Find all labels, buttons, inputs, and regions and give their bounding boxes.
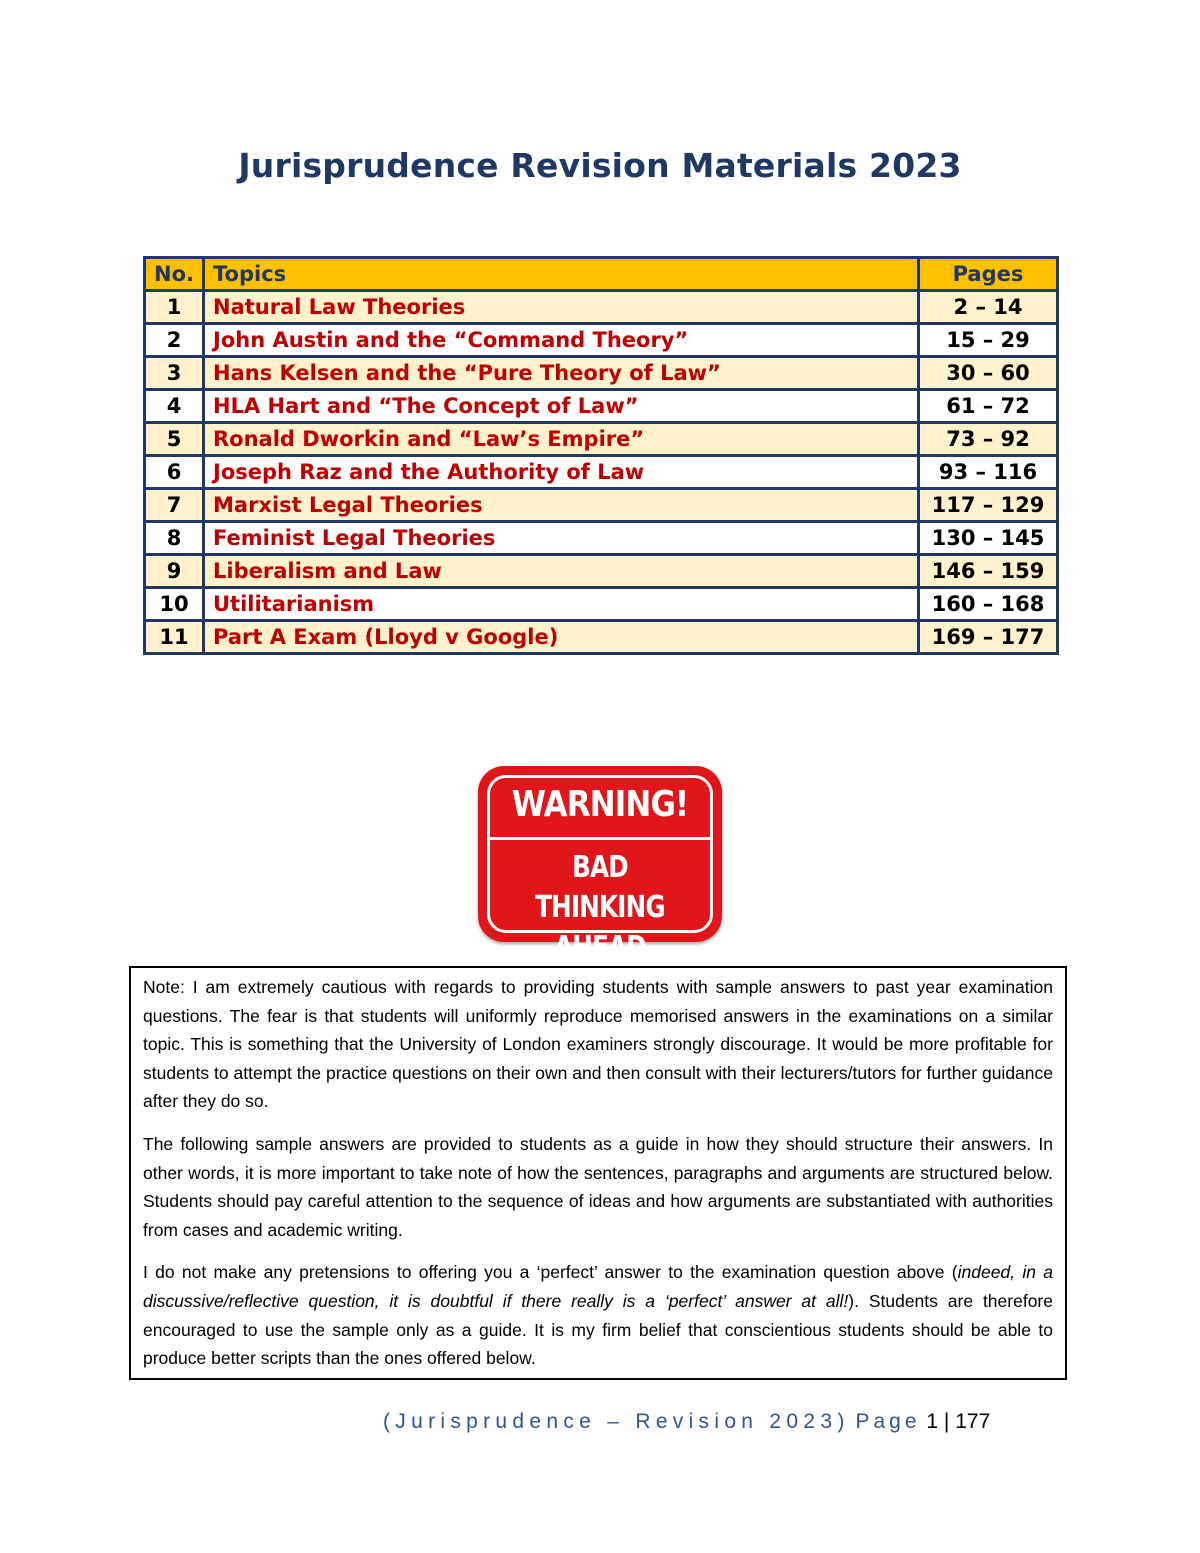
table-row	[145, 489, 1058, 522]
row-topic-cell: Liberalism and Law	[204, 555, 919, 588]
warning-sign-border	[487, 775, 713, 965]
header-topics: Topics	[204, 258, 919, 291]
table-row	[145, 390, 1058, 423]
footer-total-pages: 177	[955, 1410, 991, 1433]
note-paragraph-3-end: ). Students are therefore encouraged to use the sample only as a guide. It is my firm belief that conscientious students should be able to produce better scripts than the ones offered below.	[143, 1290, 1053, 1369]
row-number-cell: 4	[145, 390, 204, 423]
row-pages-cell: 93 – 116	[919, 456, 1058, 489]
row-pages-cell: 73 – 92	[919, 423, 1058, 456]
row-pages-cell: 61 – 72	[919, 390, 1058, 423]
topics-table	[143, 256, 1059, 655]
row-topic-cell: Natural Law Theories	[204, 291, 919, 324]
note-paragraph-3	[143, 1258, 1053, 1372]
warning-sign-lines	[510, 848, 690, 968]
row-pages-cell: 30 – 60	[919, 357, 1058, 390]
row-number-cell: 1	[145, 291, 204, 324]
row-pages-cell: 169 – 177	[919, 621, 1058, 654]
table-header-row	[145, 258, 1058, 291]
table-body	[145, 291, 1058, 654]
row-topic-cell: Marxist Legal Theories	[204, 489, 919, 522]
row-number-cell: 6	[145, 456, 204, 489]
row-topic-cell: John Austin and the “Command Theory”	[204, 324, 919, 357]
footer-doc-title: (Jurisprudence – Revision 2023)	[383, 1410, 850, 1433]
row-topic-cell: Ronald Dworkin and “Law’s Empire”	[204, 423, 919, 456]
table-row	[145, 522, 1058, 555]
row-topic-cell: Feminist Legal Theories	[204, 522, 919, 555]
table-row	[145, 588, 1058, 621]
row-number-cell: 10	[145, 588, 204, 621]
header-pages: Pages	[919, 258, 1058, 291]
row-number-cell: 9	[145, 555, 204, 588]
warning-sign-line1: WARNING!	[511, 784, 689, 825]
table-row	[145, 423, 1058, 456]
page-title: Jurisprudence Revision Materials 2023	[238, 146, 962, 185]
row-number-cell: 7	[145, 489, 204, 522]
note-paragraph-3-start: I do not make any pretensions to offering you a ‘perfect’ answer to the examination question above (	[143, 1262, 958, 1283]
page-footer	[383, 1410, 990, 1434]
table-row	[145, 324, 1058, 357]
row-pages-cell: 146 – 159	[919, 555, 1058, 588]
note-paragraph-1: Note: I am extremely cautious with regards to providing students with sample answers to past year examination questions. The fear is that students will uniformly reproduce memorised answers in the examinations on a similar topic. This is something that the University of London examiners strongly discourage. It would be more profitable for students to attempt the practice questions on their own and then consult with their lecturers/tutors for further guidance after they do so.	[143, 977, 1053, 1112]
row-number-cell: 3	[145, 357, 204, 390]
footer-page-number: 1	[926, 1410, 939, 1433]
row-pages-cell: 2 – 14	[919, 291, 1058, 324]
warning-sign-line3: AHEAD	[554, 930, 646, 965]
header-no: No.	[145, 258, 204, 291]
row-pages-cell: 160 – 168	[919, 588, 1058, 621]
row-topic-cell: Utilitarianism	[204, 588, 919, 621]
warning-sign-divider	[490, 837, 710, 840]
row-number-cell: 8	[145, 522, 204, 555]
note-paragraph-2: The following sample answers are provided to students as a guide in how they should structure their answers. In other words, it is more important to take note of how the sentences, paragraphs and arguments are structured below. Students should pay careful attention to the sequence of ideas and how arguments are substantiated with authorities from cases and academic writing.	[143, 1133, 1053, 1240]
note-paragraph-3-italic: indeed, in a discussive/reflective question, it is doubtful if there really is a ‘perfect’ answer at all!	[143, 1262, 1053, 1311]
note-box	[129, 966, 1067, 1380]
table-row	[145, 357, 1058, 390]
row-number-cell: 2	[145, 324, 204, 357]
row-topic-cell: Joseph Raz and the Authority of Law	[204, 456, 919, 489]
row-pages-cell: 130 – 145	[919, 522, 1058, 555]
table-row	[145, 555, 1058, 588]
table-row	[145, 621, 1058, 654]
table-row	[145, 456, 1058, 489]
warning-sign-line2: BAD THINKING	[535, 850, 665, 925]
table-row	[145, 291, 1058, 324]
row-pages-cell: 117 – 129	[919, 489, 1058, 522]
footer-separator: |	[943, 1410, 950, 1433]
row-topic-cell: Part A Exam (Lloyd v Google)	[204, 621, 919, 654]
footer-page-label: Page	[855, 1410, 921, 1433]
row-topic-cell: Hans Kelsen and the “Pure Theory of Law”	[204, 357, 919, 390]
row-pages-cell: 15 – 29	[919, 324, 1058, 357]
row-number-cell: 5	[145, 423, 204, 456]
warning-sign-image	[478, 766, 722, 965]
row-topic-cell: HLA Hart and “The Concept of Law”	[204, 390, 919, 423]
row-number-cell: 11	[145, 621, 204, 654]
